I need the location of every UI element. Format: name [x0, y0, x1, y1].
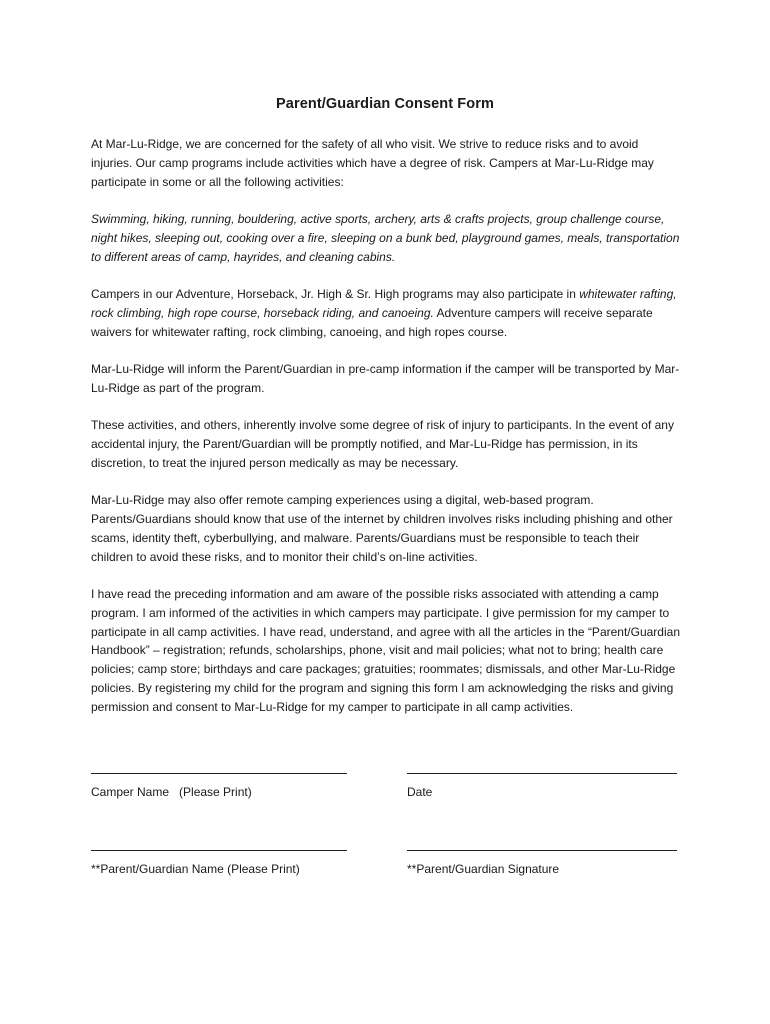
guardian-signature-line[interactable]	[407, 850, 677, 851]
adventure-tail: Adventure campers will receive separate waivers for whitewater rafting, rock climbing, canoeing, and high ropes course.	[91, 305, 653, 339]
guardian-name-line[interactable]	[91, 850, 347, 851]
camper-name-line[interactable]	[91, 773, 347, 774]
form-title: Parent/Guardian Consent Form	[276, 96, 494, 112]
injury-paragraph: These activities, and others, inherently involve some degree of risk of injury to participants. In the event of any accidental injury, the Parent/Guardian will be promptly notified, and Mar-Lu-Ridge has permission, in its discretion, to treat the injured person medically as may be necessary.	[91, 418, 674, 470]
guardian-name-label: **Parent/Guardian Name (Please Print)	[91, 862, 300, 876]
adventure-paragraph	[91, 285, 681, 341]
date-field[interactable]	[407, 773, 677, 799]
date-line[interactable]	[407, 773, 677, 774]
consent-paragraph: I have read the preceding information and am aware of the possible risks associated with attending a camp program. I am informed of the activities in which campers may participate. I give permission for my camper to participate in all camp activities. I have read, understand, and agree with all the articles in the “Parent/Guardian Handbook” – registration; refunds, scholarships, phone, visit and mail policies; what not to bring; health care policies; camp store; birthdays and care packages; gratuities; roommates; dismissals, and other Mar-Lu-Ridge policies. By registering my child for the program and signing this form I am acknowledging the risks and giving permission and consent to Mar-Lu-Ridge for my camper to participate in all camp activities.	[91, 586, 680, 714]
remote-paragraph: Mar-Lu-Ridge may also offer remote camping experiences using a digital, web-based program. Parents/Guardians should know that use of the internet by children involves risks including phishing and other scams, identity theft, cyberbullying, and malware. Parents/Guardians must be responsible to teach their children to avoid these risks, and to monitor their child’s on-line activities.	[91, 493, 673, 564]
adventure-activities: whitewater rafting, rock climbing, high rope course, horseback riding, and canoeing.	[91, 286, 677, 320]
form-body	[91, 135, 681, 735]
guardian-signature-label: **Parent/Guardian Signature	[407, 862, 560, 876]
guardian-signature-field[interactable]	[407, 850, 677, 876]
camper-name-label: Camper Name (Please Print)	[91, 785, 252, 799]
transport-paragraph: Mar-Lu-Ridge will inform the Parent/Guardian in pre-camp information if the camper will be transported by Mar-Lu-Ridge as part of the program.	[91, 361, 680, 395]
adventure-lead: Campers in our Adventure, Horseback, Jr. High & Sr. High programs may also participate in	[91, 286, 580, 301]
intro-paragraph: At Mar-Lu-Ridge, we are concerned for the safety of all who visit. We strive to reduce risks and to avoid injuries. Our camp programs include activities which have a degree of risk. Campers at Mar-Lu-Ridge may participate in some or all the following activities:	[91, 137, 654, 189]
guardian-name-field[interactable]	[91, 850, 347, 876]
camper-name-field[interactable]	[91, 773, 347, 799]
activities-paragraph: Swimming, hiking, running, bouldering, active sports, archery, arts & crafts projects, group challenge course, night hikes, sleeping out, cooking over a fire, sleeping on a bunk bed, playground games, meals, transportation to different areas of camp, hayrides, and cleaning cabins.	[91, 211, 680, 264]
date-label: Date	[407, 785, 433, 799]
